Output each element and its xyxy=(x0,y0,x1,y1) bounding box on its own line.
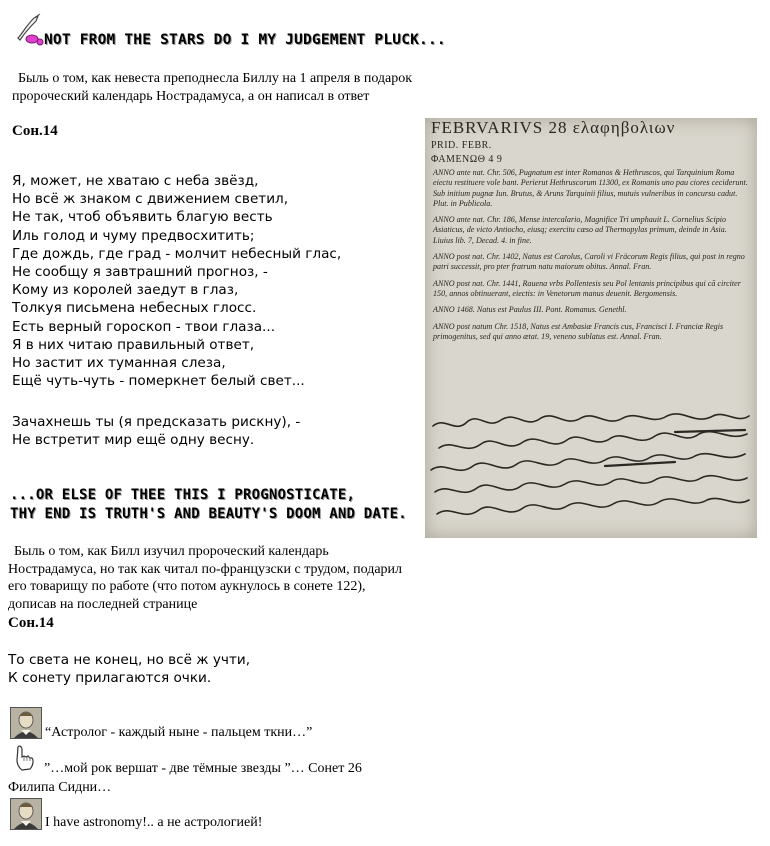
handwritten-annotation xyxy=(425,408,757,538)
sonnet-reference-1: Сон.14 xyxy=(12,123,58,139)
manuscript-entry: ANNO 1468. Natus est Paulus III. Pont. Romanus. Genethl. xyxy=(433,305,627,315)
quote-1: “Астролог - каждый ныне - пальцем ткни…” xyxy=(45,725,313,740)
shakespeare-portrait-icon xyxy=(10,707,40,737)
manuscript-entry: ANNO post nat. Chr. 1402, Natus est Carolus, Caroli vi Fräcorum Regis filius, qui post in regno patri successit, pro pter fratrum natu maiorum obitus. Annal. Fran. xyxy=(433,252,745,272)
heading-1: NOT FROM THE STARS DO I MY JUDGEMENT PLUCK... xyxy=(44,32,446,48)
poem-line: К сонету прилагаются очки. xyxy=(8,670,212,687)
intro-paragraph-2: Быль о том, как Билл изучил пророческий календарь Нострадамуса, но так как читал по-французски с трудом, подарил его товарищу по работе (что потом аукнулось в сонете 122), дописав на последней странице xyxy=(8,544,403,612)
quill-hand-icon xyxy=(12,12,46,46)
nostradamus-calendar-page-image xyxy=(425,118,757,538)
pointing-hand-icon xyxy=(12,744,38,772)
intro-paragraph-1: Быль о том, как невеста преподнесла Биллу на 1 апреля в подарок пророческий календарь Нострадамуса, а он написал в ответ xyxy=(12,71,413,104)
manuscript-entry: ANNO ante nat. Chr. 186, Mense intercalario, Magnifice Tri umphauit L. Cornelius Scipio Asiaticus, de victo Antiocho, eiusq; exercitu cæso ad Thermopylas primum, deinde in Asia. Liuius lib. 7, Decad. 4. in fine. xyxy=(433,215,727,245)
poem-line: Не встретит мир ещё одну весну. xyxy=(12,432,255,449)
couplet xyxy=(8,651,250,687)
poem-line: То света не конец, но всё ж учти, xyxy=(8,652,251,668)
quote-3: I have astronomy!.. а не астрологией! xyxy=(45,815,263,830)
poem-line: Зачахнешь ты (я предсказать рискну), - xyxy=(12,414,301,430)
poem-line: Я в них читаю правильный ответ, xyxy=(12,336,255,353)
manuscript-title: FEBRVARIVS 28 ελαφηβολιων xyxy=(431,118,676,137)
poem-stanza-1 xyxy=(12,172,341,390)
manuscript-entry: ANNO post natum Chr. 1518, Natus est Ambasiæ Francis cus, Francisci I. Franciæ Regis primogenitus, sed qui anno ætat. 19, veneno sublatus est. Annal. Fran. xyxy=(433,321,724,341)
poem-line: Не сообщу я завтрашний прогноз, - xyxy=(12,263,268,280)
quote-2-line-1: ”…мой рок вершат - две тёмные звезды ”… Сонет 26 xyxy=(44,761,362,776)
poem-line: Но застит их туманная слеза, xyxy=(12,354,226,371)
poem-line: Кому из королей заедут в глаз, xyxy=(12,282,239,299)
manuscript-entry: ANNO post nat. Chr. 1441, Rauena vrbs Pollentesis seu Pol lentanis principibus qui cã circiter 150, annos obtinuerant, eiectis: in Venetorum manus deuenit. Bergomensis. xyxy=(433,278,741,298)
poem-line: Ещё чуть-чуть - померкнет белый свет... xyxy=(12,373,305,390)
shakespeare-portrait-icon xyxy=(10,798,40,828)
poem-line: Где дождь, где град - молчит небесный глас, xyxy=(12,245,342,262)
sonnet-reference-2: Сон.14 xyxy=(8,615,54,631)
poem-line: Иль голод и чуму предвосхитить; xyxy=(12,227,255,244)
poem-stanza-2 xyxy=(12,413,300,449)
quote-2-line-2: Филипа Сидни… xyxy=(8,780,112,795)
poem-line: Я, может, не хватаю с неба звёзд, xyxy=(12,173,259,189)
manuscript-entries xyxy=(433,168,749,348)
poem-line: Не так, чтоб объявить благую весть xyxy=(12,209,273,226)
poem-line: Толкуя письмена небесных глосс. xyxy=(12,300,257,317)
manuscript-subtitle-1: PRID. FEBR. xyxy=(431,140,492,151)
heading-2-line-2: THY END IS TRUTH'S AND BEAUTY'S DOOM AND DATE. xyxy=(10,506,407,522)
manuscript-subtitle-2: ΦΑΜΕΝΩΘ 4 9 xyxy=(431,154,503,165)
manuscript-entry: ANNO ante nat. Chr. 506, Pugnatum est inter Romanos & Hethruscos, qui Tarquinium Roma eiectu restituere vole bant. Perierut Hethruscorum 11300, ex Romanis uno pau ciores ceciderunt. Sub initium pugnæ Iun. Brutus, & Aruns Tarquinii filius, mutuis vulneribus in concursu cadut. Plut. in Publicola. xyxy=(433,168,748,208)
poem-line: Но всё ж знаком с движением светил, xyxy=(12,191,289,208)
heading-2-line-1: ...OR ELSE OF THEE THIS I PROGNOSTICATE, xyxy=(10,487,356,503)
poem-line: Есть верный гороскоп - твои глаза... xyxy=(12,318,276,335)
